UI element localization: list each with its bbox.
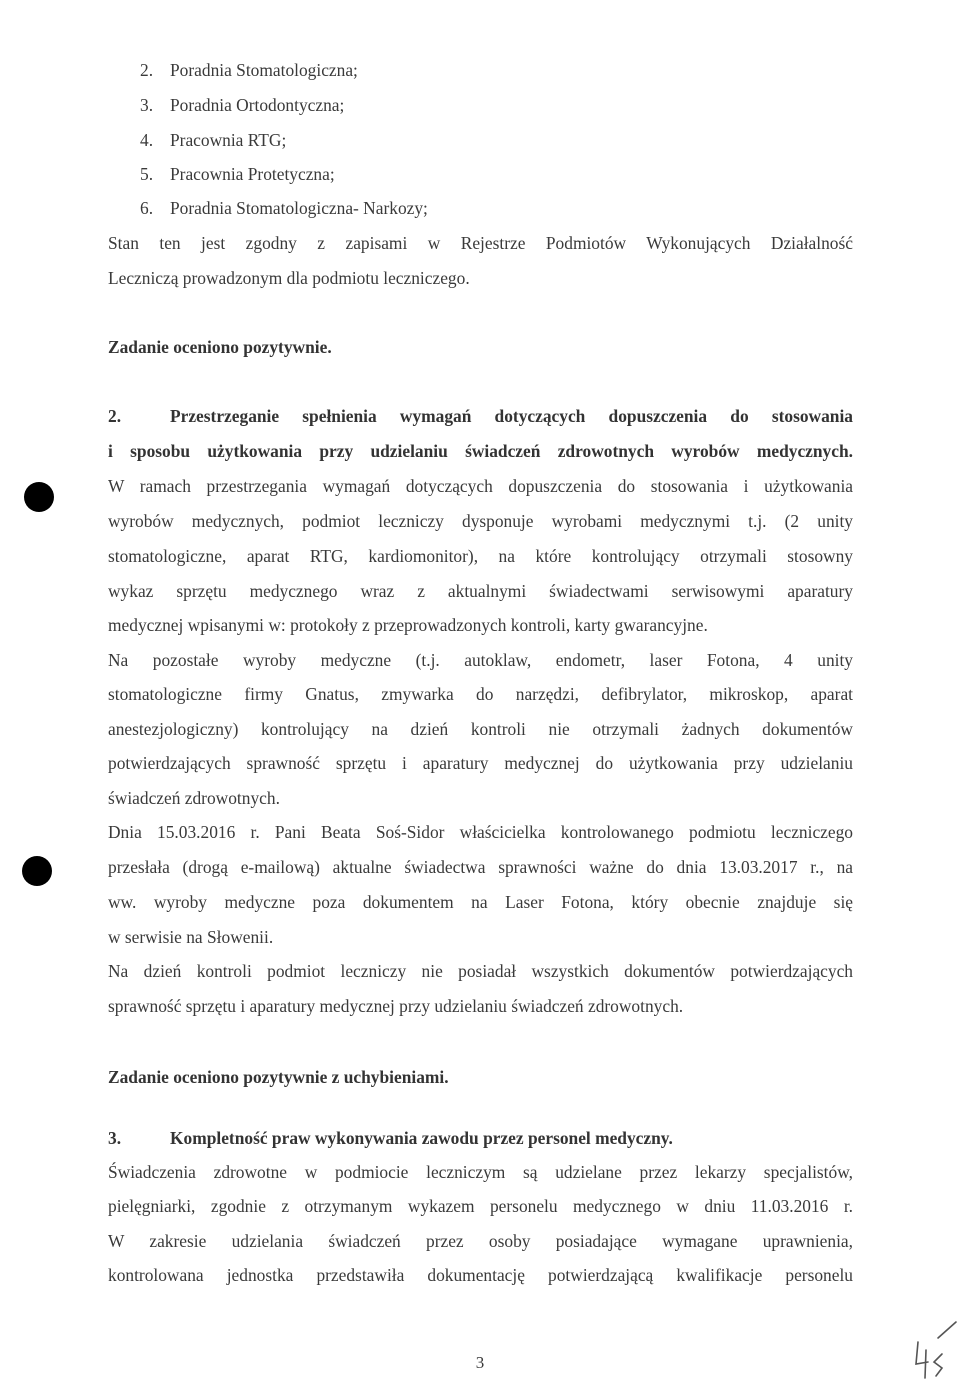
assessment-2: Zadanie oceniono pozytywnie z uchybieniami.: [108, 1067, 449, 1087]
section-2-body-line: W ramach przestrzegania wymagań dotyczących dopuszczenia do stosowania i użytkowania: [108, 476, 853, 496]
section-2-body-line: stomatologiczne firmy Gnatus, zmywarka do narzędzi, defibrylator, mikroskop, aparat: [108, 684, 853, 704]
section-3-body-line: Świadczenia zdrowotne w podmiocie leczniczym są udzielane przez lekarzy specjalistów,: [108, 1162, 853, 1182]
section-2-body-line: medycznej wpisanymi w: protokoły z przeprowadzonych kontroli, karty gwarancyjne.: [108, 615, 708, 635]
list-item: 3. Poradnia Ortodontyczna;: [140, 95, 345, 115]
section-2-body-line: ww. wyroby medyczne poza dokumentem na Laser Fotona, który obecnie znajduje się: [108, 892, 853, 912]
punch-hole-bottom: [22, 856, 52, 886]
section-2-body-line: stomatologiczne, aparat RTG, kardiomonitor), na które kontrolujący otrzymali stosowny: [108, 546, 853, 566]
section-2-body-line: Na pozostałe wyroby medyczne (t.j. autoklaw, endometr, laser Fotona, 4 unity: [108, 650, 853, 670]
intro-line: Leczniczą prowadzonym dla podmiotu leczniczego.: [108, 268, 470, 288]
section-2-body-line: potwierdzających sprawność sprzętu i aparatury medycznej do użytkowania przy udzielaniu: [108, 753, 853, 773]
list-item: 6. Poradnia Stomatologiczna- Narkozy;: [140, 198, 428, 218]
intro-line: Stan ten jest zgodny z zapisami w Rejestrze Podmiotów Wykonujących Działalność: [108, 233, 853, 253]
section-2-body-line: w serwisie na Słowenii.: [108, 927, 274, 947]
section-2-body-line: przesłała (drogą e-mailową) aktualne świadectwa sprawności ważne do dnia 13.03.2017 r., na: [108, 857, 853, 877]
section-3-body-line: W zakresie udzielania świadczeń przez osoby posiadające wymagane uprawnienia,: [108, 1231, 853, 1251]
list-item: 5. Pracownia Protetyczna;: [140, 164, 335, 184]
section-2-body-line: świadczeń zdrowotnych.: [108, 788, 280, 808]
section-3-heading: 3. Kompletność praw wykonywania zawodu przez personel medyczny.: [108, 1128, 673, 1148]
section-2-body-line: Dnia 15.03.2016 r. Pani Beata Soś-Sidor właścicielka kontrolowanego podmiotu leczniczego: [108, 822, 853, 842]
section-3-number: 3.: [108, 1128, 122, 1148]
section-2-number: 2.: [108, 406, 122, 426]
assessment-1: Zadanie oceniono pozytywnie.: [108, 337, 332, 357]
punch-hole-top: [24, 482, 54, 512]
section-2-heading-line-2: i sposobu użytkowania przy udzielaniu świadczeń zdrowotnych wyrobów medycznych.: [108, 441, 853, 461]
section-2-body-line: anestezjologiczny) kontrolujący na dzień kontroli nie otrzymali żadnych dokumentów: [108, 719, 853, 739]
section-2-heading: 2. Przestrzeganie spełnienia wymagań dotyczących dopuszczenia do stosowania: [108, 406, 853, 426]
section-2-body-line: Na dzień kontroli podmiot leczniczy nie posiadał wszystkich dokumentów potwierdzających: [108, 961, 853, 981]
section-2-body-line: wykaz sprzętu medycznego wraz z aktualnymi świadectwami serwisowymi aparatury: [108, 581, 853, 601]
handwritten-page-mark: [912, 1320, 958, 1389]
handwritten-45-mark: [912, 1320, 958, 1384]
section-2-body-line: sprawność sprzętu i aparatury medycznej przy udzielaniu świadczeń zdrowotnych.: [108, 996, 684, 1016]
section-2-body-line: wyrobów medycznych, podmiot leczniczy dysponuje wyrobami medycznymi t.j. (2 unity: [108, 511, 853, 531]
section-3-body-line: kontrolowana jednostka przedstawiła dokumentację potwierdzającą kwalifikacje personelu: [108, 1265, 853, 1285]
list-item: 4. Pracownia RTG;: [140, 130, 287, 150]
section-3-body-line: pielęgniarki, zgodnie z otrzymanym wykazem personelu medycznego w dniu 11.03.2016 r.: [108, 1196, 853, 1216]
page-number: 3: [475, 1353, 485, 1372]
list-item: 2. Poradnia Stomatologiczna;: [140, 60, 358, 80]
